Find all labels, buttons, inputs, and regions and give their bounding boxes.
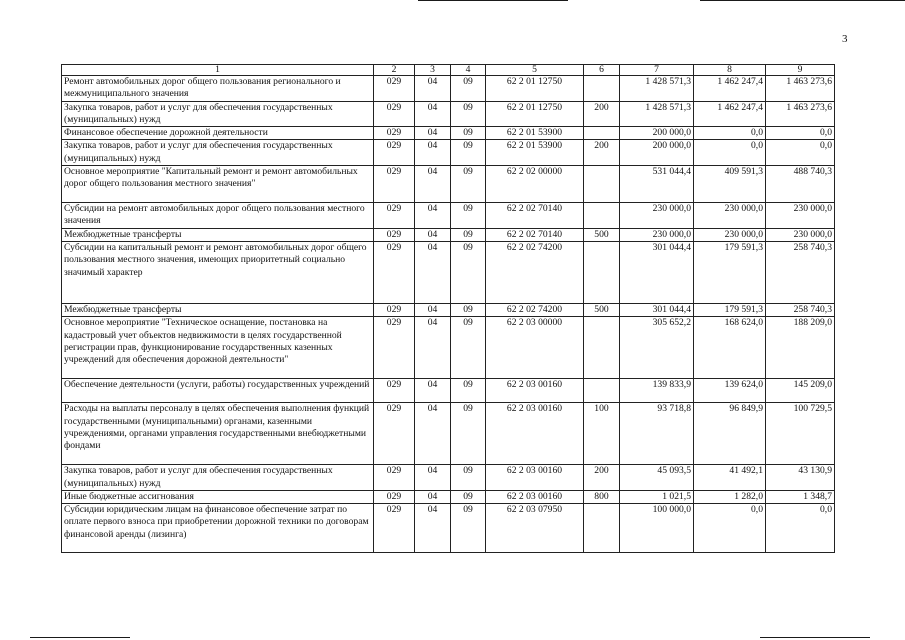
scan-edge-top <box>418 0 568 1</box>
expense-type-code <box>584 241 620 303</box>
expense-type-code <box>584 203 620 229</box>
target-article-code: 62 2 01 53900 <box>486 140 584 166</box>
amount-year-2: 0,0 <box>694 140 766 166</box>
item-name: Основное мероприятие "Капитальный ремонт и ремонт автомобильных дорог общего пользования местного значения" <box>62 166 374 203</box>
column-number: 7 <box>620 65 694 76</box>
amount-year-1: 305 652,2 <box>620 317 694 379</box>
section-code: 04 <box>415 166 451 203</box>
table-row <box>62 504 835 553</box>
admin-code: 029 <box>374 490 415 503</box>
subsection-code: 09 <box>451 101 486 127</box>
subsection-code: 09 <box>451 504 486 553</box>
column-number: 3 <box>415 65 451 76</box>
item-name: Закупка товаров, работ и услуг для обеспечения государственных (муниципальных) нужд <box>62 465 374 491</box>
table-row <box>62 101 835 127</box>
amount-year-3: 0,0 <box>766 140 835 166</box>
item-name: Расходы на выплаты персоналу в целях обеспечения выполнения функций государственными (муниципальными) органами, казенными учреждениями, органами управления государственными внебюджетными фондами <box>62 403 374 465</box>
amount-year-2: 230 000,0 <box>694 228 766 241</box>
amount-year-2: 230 000,0 <box>694 203 766 229</box>
amount-year-2: 179 591,3 <box>694 241 766 303</box>
section-code: 04 <box>415 303 451 316</box>
table-row <box>62 303 835 316</box>
amount-year-3: 188 209,0 <box>766 317 835 379</box>
target-article-code: 62 2 01 53900 <box>486 127 584 140</box>
amount-year-3: 258 740,3 <box>766 241 835 303</box>
amount-year-1: 301 044,4 <box>620 303 694 316</box>
amount-year-1: 93 718,8 <box>620 403 694 465</box>
admin-code: 029 <box>374 166 415 203</box>
section-code: 04 <box>415 241 451 303</box>
amount-year-1: 230 000,0 <box>620 228 694 241</box>
budget-table <box>61 64 835 553</box>
subsection-code: 09 <box>451 490 486 503</box>
expense-type-code <box>584 504 620 553</box>
subsection-code: 09 <box>451 303 486 316</box>
expense-type-code: 500 <box>584 303 620 316</box>
item-name: Иные бюджетные ассигнования <box>62 490 374 503</box>
admin-code: 029 <box>374 127 415 140</box>
amount-year-2: 96 849,9 <box>694 403 766 465</box>
section-code: 04 <box>415 101 451 127</box>
item-name: Межбюджетные трансферты <box>62 228 374 241</box>
table-row <box>62 379 835 403</box>
target-article-code: 62 2 02 74200 <box>486 303 584 316</box>
amount-year-3: 230 000,0 <box>766 203 835 229</box>
admin-code: 029 <box>374 101 415 127</box>
section-code: 04 <box>415 403 451 465</box>
amount-year-1: 200 000,0 <box>620 140 694 166</box>
amount-year-2: 139 624,0 <box>694 379 766 403</box>
table-row <box>62 166 835 203</box>
section-code: 04 <box>415 504 451 553</box>
amount-year-2: 168 624,0 <box>694 317 766 379</box>
item-name: Финансовое обеспечение дорожной деятельности <box>62 127 374 140</box>
subsection-code: 09 <box>451 76 486 102</box>
amount-year-2: 1 282,0 <box>694 490 766 503</box>
subsection-code: 09 <box>451 465 486 491</box>
column-number: 6 <box>584 65 620 76</box>
column-number: 9 <box>766 65 835 76</box>
amount-year-2: 0,0 <box>694 504 766 553</box>
amount-year-1: 230 000,0 <box>620 203 694 229</box>
admin-code: 029 <box>374 203 415 229</box>
amount-year-2: 0,0 <box>694 127 766 140</box>
target-article-code: 62 2 03 00000 <box>486 317 584 379</box>
amount-year-2: 1 462 247,4 <box>694 76 766 102</box>
amount-year-1: 45 093,5 <box>620 465 694 491</box>
expense-type-code <box>584 127 620 140</box>
target-article-code: 62 2 01 12750 <box>486 76 584 102</box>
subsection-code: 09 <box>451 203 486 229</box>
item-name: Субсидии на капитальный ремонт и ремонт автомобильных дорог общего пользования местного значения, имеющих приоритетный социально значимый характер <box>62 241 374 303</box>
section-code: 04 <box>415 465 451 491</box>
amount-year-3: 1 463 273,6 <box>766 76 835 102</box>
subsection-code: 09 <box>451 140 486 166</box>
amount-year-1: 1 021,5 <box>620 490 694 503</box>
amount-year-3: 0,0 <box>766 127 835 140</box>
expense-type-code <box>584 317 620 379</box>
target-article-code: 62 2 02 74200 <box>486 241 584 303</box>
amount-year-3: 488 740,3 <box>766 166 835 203</box>
target-article-code: 62 2 02 70140 <box>486 203 584 229</box>
column-number: 5 <box>486 65 584 76</box>
expense-type-code: 200 <box>584 465 620 491</box>
amount-year-3: 230 000,0 <box>766 228 835 241</box>
table-row <box>62 127 835 140</box>
item-name: Субсидии юридическим лицам на финансовое обеспечение затрат по оплате первого взноса при приобретении дорожной техники по договорам финансовой аренды (лизинга) <box>62 504 374 553</box>
table-row <box>62 403 835 465</box>
target-article-code: 62 2 03 00160 <box>486 465 584 491</box>
table-row <box>62 228 835 241</box>
section-code: 04 <box>415 379 451 403</box>
admin-code: 029 <box>374 228 415 241</box>
section-code: 04 <box>415 127 451 140</box>
section-code: 04 <box>415 140 451 166</box>
amount-year-2: 1 462 247,4 <box>694 101 766 127</box>
column-number: 4 <box>451 65 486 76</box>
subsection-code: 09 <box>451 228 486 241</box>
admin-code: 029 <box>374 379 415 403</box>
item-name: Ремонт автомобильных дорог общего пользования регионального и межмуниципального значения <box>62 76 374 102</box>
table-row <box>62 465 835 491</box>
section-code: 04 <box>415 228 451 241</box>
item-name: Закупка товаров, работ и услуг для обеспечения государственных (муниципальных) нужд <box>62 101 374 127</box>
expense-type-code <box>584 379 620 403</box>
target-article-code: 62 2 03 07950 <box>486 504 584 553</box>
subsection-code: 09 <box>451 166 486 203</box>
amount-year-3: 100 729,5 <box>766 403 835 465</box>
table-row <box>62 241 835 303</box>
subsection-code: 09 <box>451 379 486 403</box>
subsection-code: 09 <box>451 127 486 140</box>
item-name: Закупка товаров, работ и услуг для обеспечения государственных (муниципальных) нужд <box>62 140 374 166</box>
admin-code: 029 <box>374 465 415 491</box>
table-row <box>62 490 835 503</box>
admin-code: 029 <box>374 303 415 316</box>
scan-edge-top-right <box>700 0 905 1</box>
admin-code: 029 <box>374 241 415 303</box>
amount-year-1: 1 428 571,3 <box>620 101 694 127</box>
amount-year-2: 41 492,1 <box>694 465 766 491</box>
amount-year-1: 531 044,4 <box>620 166 694 203</box>
amount-year-2: 179 591,3 <box>694 303 766 316</box>
table-body <box>62 76 835 553</box>
expense-type-code: 100 <box>584 403 620 465</box>
column-number: 8 <box>694 65 766 76</box>
page-number: 3 <box>842 33 848 45</box>
target-article-code: 62 2 03 00160 <box>486 379 584 403</box>
target-article-code: 62 2 02 00000 <box>486 166 584 203</box>
subsection-code: 09 <box>451 403 486 465</box>
column-number-row <box>62 65 835 76</box>
amount-year-3: 0,0 <box>766 504 835 553</box>
expense-type-code <box>584 166 620 203</box>
table-row <box>62 140 835 166</box>
amount-year-2: 409 591,3 <box>694 166 766 203</box>
amount-year-3: 43 130,9 <box>766 465 835 491</box>
section-code: 04 <box>415 203 451 229</box>
expense-type-code: 200 <box>584 140 620 166</box>
item-name: Основное мероприятие "Техническое оснащение, постановка на кадастровый учет объектов недвижимости в целях государственной регистрации прав, функционирование государственных казенных учреждений для обеспечения дорожной деятельности" <box>62 317 374 379</box>
admin-code: 029 <box>374 504 415 553</box>
target-article-code: 62 2 01 12750 <box>486 101 584 127</box>
subsection-code: 09 <box>451 241 486 303</box>
amount-year-3: 1 348,7 <box>766 490 835 503</box>
item-name: Межбюджетные трансферты <box>62 303 374 316</box>
admin-code: 029 <box>374 140 415 166</box>
target-article-code: 62 2 02 70140 <box>486 228 584 241</box>
amount-year-1: 200 000,0 <box>620 127 694 140</box>
table-row <box>62 203 835 229</box>
amount-year-3: 1 463 273,6 <box>766 101 835 127</box>
expense-type-code: 500 <box>584 228 620 241</box>
expense-type-code <box>584 76 620 102</box>
subsection-code: 09 <box>451 317 486 379</box>
item-name: Субсидии на ремонт автомобильных дорог общего пользования местного значения <box>62 203 374 229</box>
section-code: 04 <box>415 317 451 379</box>
table-row <box>62 76 835 102</box>
table-row <box>62 317 835 379</box>
admin-code: 029 <box>374 317 415 379</box>
admin-code: 029 <box>374 403 415 465</box>
section-code: 04 <box>415 76 451 102</box>
target-article-code: 62 2 03 00160 <box>486 403 584 465</box>
amount-year-1: 139 833,9 <box>620 379 694 403</box>
amount-year-1: 301 044,4 <box>620 241 694 303</box>
section-code: 04 <box>415 490 451 503</box>
amount-year-1: 1 428 571,3 <box>620 76 694 102</box>
scan-edge-bottom-right <box>760 637 870 638</box>
expense-type-code: 200 <box>584 101 620 127</box>
amount-year-1: 100 000,0 <box>620 504 694 553</box>
amount-year-3: 258 740,3 <box>766 303 835 316</box>
amount-year-3: 145 209,0 <box>766 379 835 403</box>
column-number: 1 <box>62 65 374 76</box>
column-number: 2 <box>374 65 415 76</box>
admin-code: 029 <box>374 76 415 102</box>
scan-edge-bottom-left <box>30 637 130 638</box>
target-article-code: 62 2 03 00160 <box>486 490 584 503</box>
expense-type-code: 800 <box>584 490 620 503</box>
item-name: Обеспечение деятельности (услуги, работы) государственных учреждений <box>62 379 374 403</box>
